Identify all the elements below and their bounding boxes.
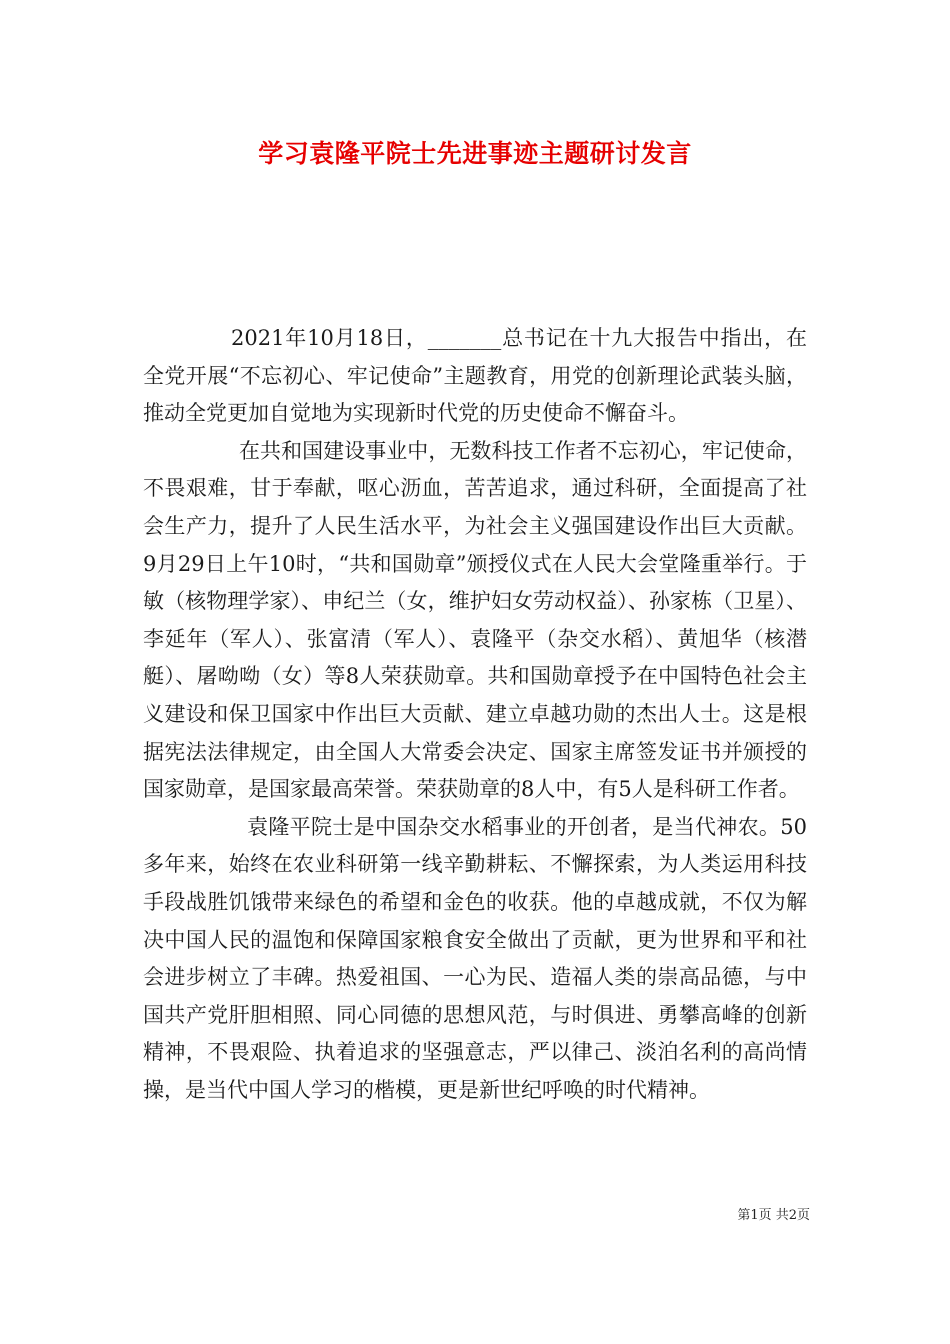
document-title: 学习袁隆平院士先进事迹主题研讨发言 — [258, 139, 692, 168]
paragraph-intro: 2021年10月18日，_______总书记在十九大报告中指出，在全党开展“不忘初心、牢记使命”主题教育，用党的创新理论武装头脑，推动全党更加自觉地为实现新时代党的历史使命不懈奋斗。 — [143, 326, 807, 426]
paragraph-medal-ceremony: 在共和国建设事业中，无数科技工作者不忘初心，牢记使命，不畏艰难，甘于奉献，呕心沥血，苦苦追求，通过科研，全面提高了社会生产力，提升了人民生活水平，为社会主义强国建设作出巨大贡献。9月29日上午10时，“共和国勋章”颁授仪式在人民大会堂隆重举行。于敏（核物理学家）、申纪兰（女，维护妇女劳动权益）、孙家栋（卫星）、李延年（军人）、张富清（军人）、袁隆平（杂交水稻）、黄旭华（核潜艇）、屠呦呦（女）等8人荣获勋章。共和国勋章授予在中国特色社会主义建设和保卫国家中作出巨大贡献、建立卓越功勋的杰出人士。这是根据宪法法律规定，由全国人大常委会决定、国家主席签发证书并颁授的国家勋章，是国家最高荣誉。荣获勋章的8人中，有5人是科研工作者。 — [143, 438, 807, 802]
page-number: 第1页 共2页 — [737, 1208, 810, 1223]
paragraph-yuan-longping: 袁隆平院士是中国杂交水稻事业的开创者，是当代神农。50多年来，始终在农业科研第一线辛勤耕耘、不懈探索，为人类运用科技手段战胜饥饿带来绿色的希望和金色的收获。他的卓越成就，不仅为解决中国人民的温饱和保障国家粮食安全做出了贡献，更为世界和平和社会进步树立了丰碑。热爱祖国、一心为民、造福人类的崇高品德，与中国共产党肝胆相照、同心同德的思想风范，与时俱进、勇攀高峰的创新精神，不畏艰险、执着追求的坚强意志，严以律己、淡泊名利的高尚情操，是当代中国人学习的楷模，更是新世纪呼唤的时代精神。 — [143, 814, 807, 1102]
document-body — [143, 320, 807, 1109]
